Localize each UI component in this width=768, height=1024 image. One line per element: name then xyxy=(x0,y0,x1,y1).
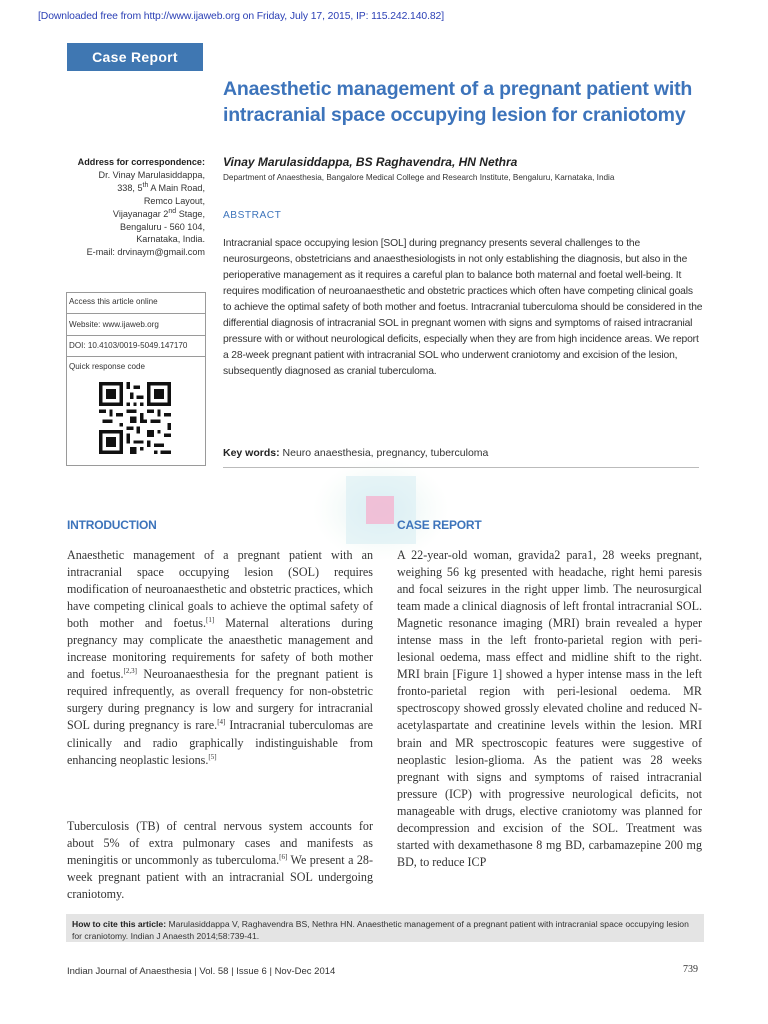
article-title xyxy=(223,76,723,128)
divider xyxy=(223,467,699,468)
keywords-value: Neuro anaesthesia, pregnancy, tuberculoma xyxy=(282,447,489,459)
citation-ref[interactable]: [6] xyxy=(279,853,288,862)
citation-ref[interactable]: [5] xyxy=(208,752,217,761)
correspondence-line: 338, 5th A Main Road, xyxy=(117,181,205,193)
correspondence-heading: Address for correspondence: xyxy=(77,157,205,167)
abstract-heading: ABSTRACT xyxy=(223,210,282,221)
correspondence-line: Bengaluru - 560 104, xyxy=(120,221,205,232)
qr-label: Quick response code xyxy=(69,362,146,371)
access-website[interactable]: Website: www.ijaweb.org xyxy=(69,320,159,329)
divider xyxy=(67,313,205,314)
citation-box xyxy=(66,914,704,942)
citation-ref[interactable]: [1] xyxy=(206,616,215,625)
introduction-paragraph xyxy=(67,818,373,903)
keywords-label: Key words: xyxy=(223,447,280,459)
footer-journal: Indian Journal of Anaesthesia | Vol. 58 | Issue 6 | Nov-Dec 2014 xyxy=(67,966,336,977)
correspondence-line: Remco Layout, xyxy=(143,195,205,206)
correspondence-address xyxy=(40,156,205,259)
affiliation: Department of Anaesthesia, Bangalore Medical College and Research Institute, Bengaluru, Karnataka, India xyxy=(223,173,615,182)
text-run: Intracranial tuberculomas are clinically and radio graphically indistinguishable from enhancing neoplastic lesions. xyxy=(67,718,373,767)
text-run: Neuroanaesthesia for the pregnant patient is required infrequently, as overall frequency for non-obstetric surgery during pregnancy is low and surgery for intracranial SOL during pregnancy is rare. xyxy=(67,667,373,733)
citation-text: Marulasiddappa V, Raghavendra BS, Nethra HN. Anaesthetic management of a pregnant patient with intracranial space occupying lesion for craniotomy. Indian J Anaesth 2014;58:739-41. xyxy=(72,919,689,941)
correspondence-line: Karnataka, India. xyxy=(136,234,205,245)
citation-label: How to cite this article: xyxy=(72,919,167,929)
authors: Vinay Marulasiddappa, BS Raghavendra, HN Nethra xyxy=(223,155,518,169)
text-run: Tuberculosis (TB) of central nervous system accounts for about 5% of extra pulmonary cases and manifests as meningitis or uncommonly as tuberculoma. xyxy=(67,819,373,868)
citation-ref[interactable]: [4] xyxy=(217,718,226,727)
correspondence-line: Dr. Vinay Marulasiddappa, xyxy=(98,169,205,180)
qr-code-icon[interactable] xyxy=(99,382,171,454)
text-run: Anaesthetic management of a pregnant patient with an intracranial space occupying lesion (SOL) requires modification of neuroanaesthetic and obstetric practices, which have competing clinical goals to achieve the optimal safety of both mother and foetus. xyxy=(67,548,373,631)
text-run: Maternal alterations during pregnancy may complicate the anaesthetic management and increase monitoring requirements for safety of both mother and foetus. xyxy=(67,616,373,682)
page-number: 739 xyxy=(683,964,698,975)
case-report-paragraph: A 22-year-old woman, gravida2 para1, 28 weeks pregnant, weighing 56 kg presented with headache, right hemi paresis and focal seizures in the right upper limb. The neurosurgical team made a clinical diagnosis of left frontal intracranial SOL. Magnetic resonance imaging (MRI) brain revealed a hyper intense mass in the left fronto-parietal region with peri-lesional oedema, mass effect and midline shift to the right. MRI brain [Figure 1] showed a hyper intense mass in the left fronto-parietal region with peri-lesional oedema. MR spectroscopy showed grossly elevated choline and reduced N-acetylaspartate and creatinine levels within the lesion. MRI brain and MR spectroscopic features were suggestive of neoplastic lesion-glioma. As the patient was 28 weeks pregnant with signs and symptoms of raised intracranial pressure (ICP) with progressive neurological deficits, not manageable with drugs, elective craniotomy was planned for decompression and excision of the SOL. Treatment was started with dexamethasone 8 mg BD, carbamazepine 200 mg BD, to reduce ICP xyxy=(397,548,702,869)
text-run: We present a 28-week pregnant patient with an intracranial SOL undergoing craniotomy. xyxy=(67,853,373,902)
access-heading: Access this article online xyxy=(69,297,158,306)
correspondence-line: Vijayanagar 2nd Stage, xyxy=(112,207,205,219)
introduction-heading: INTRODUCTION xyxy=(67,518,157,532)
access-doi[interactable]: DOI: 10.4103/0019-5049.147170 xyxy=(69,341,188,350)
case-report-heading: CASE REPORT xyxy=(397,518,482,532)
title-line-2: intracranial space occupying lesion for craniotomy xyxy=(223,104,686,126)
correspondence-email[interactable]: E-mail: drvinaym@gmail.com xyxy=(86,247,205,258)
section-tab: Case Report xyxy=(67,43,203,71)
divider xyxy=(67,356,205,357)
introduction-paragraph xyxy=(67,547,373,769)
title-line-1: Anaesthetic management of a pregnant patient with xyxy=(223,78,693,100)
abstract-text: Intracranial space occupying lesion [SOL] during pregnancy presents several challenges to the neurosurgeons, obstetricians and anaesthesiologists in not only establishing the diagnosis, but also in the perioperative management as it requires a careful plan to balance both maternal and foetal well-being. It requires modification of neuroanaesthetic and obstetric practices which often have competing clinical goals to achieve the optimal safety of both mother and foetus. Intracranial tuberculoma should be considered in the differential diagnosis of intracranial SOL in pregnant women with signs and symptoms of raised intracranial pressure with or without neurological deficits, especially when they are from high incidence areas. We report a 28-week pregnant patient with intracranial SOL who underwent craniotomy and excision of the lesion, subsequently diagnosed as cranial tuberculoma. xyxy=(223,238,703,378)
citation-ref[interactable]: [2,3] xyxy=(123,667,137,676)
divider xyxy=(67,335,205,336)
download-banner: [Downloaded free from http://www.ijaweb.org on Friday, July 17, 2015, IP: 115.242.140.82] xyxy=(38,11,444,22)
